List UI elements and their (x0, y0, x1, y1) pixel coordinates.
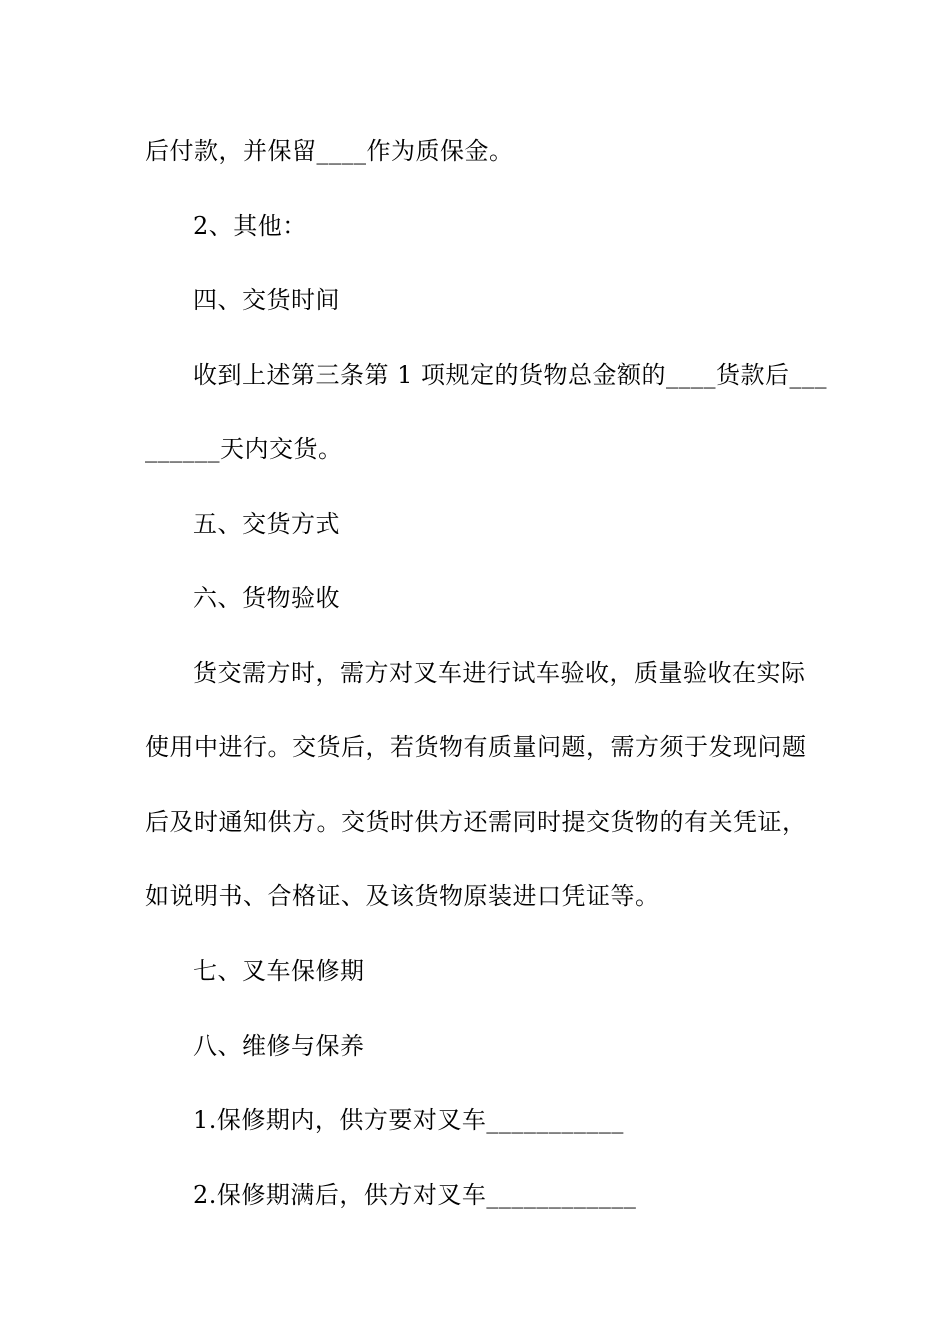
text-line-acceptance-4: 如说明书、合格证、及该货物原装进口凭证等。 (145, 882, 660, 910)
text-line-other: 2、其他： (193, 212, 307, 240)
text-line-delivery-time-1: 收到上述第三条第 1 项规定的货物总金额的____货款后___ (193, 361, 828, 389)
text-line-payment-retention: 后付款，并保留____作为质保金。 (145, 137, 514, 165)
section-heading-delivery-time: 四、交货时间 (193, 286, 340, 314)
section-heading-acceptance: 六、货物验收 (193, 584, 340, 612)
text-line-acceptance-1: 货交需方时，需方对叉车进行试车验收，质量验收在实际 (193, 659, 806, 687)
text-line-acceptance-2: 使用中进行。交货后，若货物有质量问题，需方须于发现问题 (145, 733, 807, 761)
text-line-maintenance-2: 2.保修期满后，供方对叉车____________ (193, 1181, 637, 1209)
text-line-delivery-time-2: ______天内交货。 (145, 435, 343, 463)
section-heading-warranty: 七、叉车保修期 (193, 957, 365, 985)
text-line-maintenance-1: 1.保修期内，供方要对叉车___________ (193, 1106, 624, 1134)
section-heading-delivery-method: 五、交货方式 (193, 510, 340, 538)
text-line-acceptance-3: 后及时通知供方。交货时供方还需同时提交货物的有关凭证， (145, 808, 807, 836)
section-heading-maintenance: 八、维修与保养 (193, 1032, 365, 1060)
